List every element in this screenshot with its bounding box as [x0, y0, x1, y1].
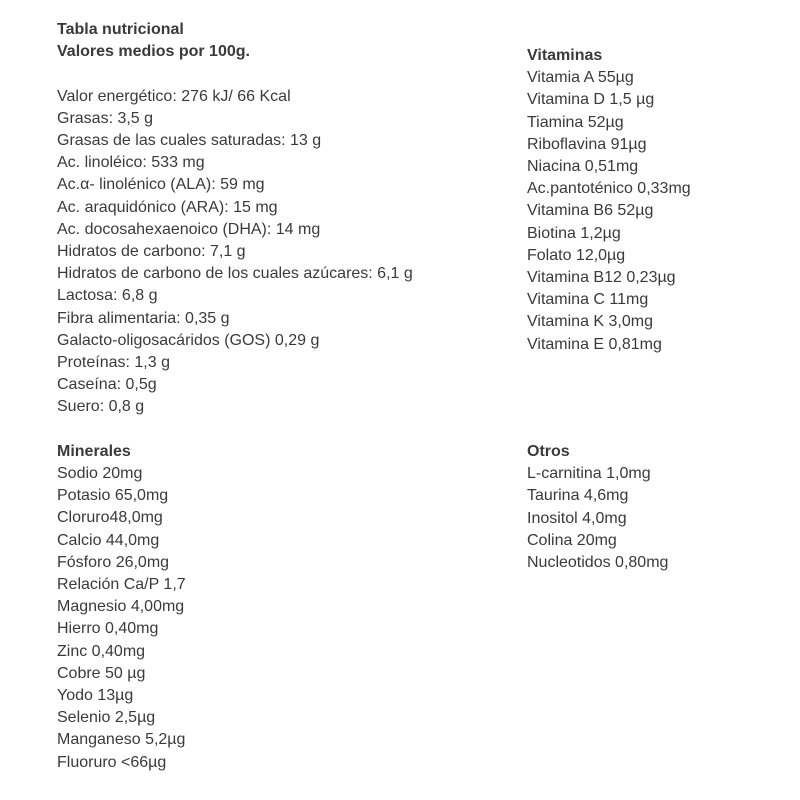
- vitaminas-section: [527, 45, 691, 356]
- minerales-list: [57, 463, 413, 774]
- vitamin-row: Vitamina B6 52µg: [527, 202, 654, 220]
- nutrition-row: Grasas: 3,5 g: [57, 109, 154, 127]
- vitamin-row: Riboflavina 91µg: [527, 135, 647, 153]
- mineral-row: Calcio 44,0mg: [57, 531, 160, 549]
- nutrition-row: Ac. araquidónico (ARA): 15 mg: [57, 198, 278, 216]
- page-title: Tabla nutricional: [57, 21, 184, 38]
- nutrition-row: Hidratos de carbono: 7,1 g: [57, 243, 246, 261]
- otros-heading: Otros: [527, 443, 570, 460]
- mineral-row: Potasio 65,0mg: [57, 487, 169, 505]
- mineral-row: Selenio 2,5µg: [57, 709, 156, 727]
- otros-row: Taurina 4,6mg: [527, 487, 629, 505]
- nutrition-row: Galacto-oligosacáridos (GOS) 0,29 g: [57, 331, 320, 349]
- mineral-row: Fluoruro <66µg: [57, 753, 167, 771]
- mineral-row: Cloruro48,0mg: [57, 509, 163, 527]
- left-column: [57, 19, 413, 774]
- vitaminas-list: [527, 67, 691, 356]
- nutrition-row: Proteínas: 1,3 g: [57, 354, 170, 372]
- vitamin-row: Folato 12,0µg: [527, 246, 626, 264]
- mineral-row: Sodio 20mg: [57, 465, 143, 483]
- nutrition-row: Lactosa: 6,8 g: [57, 287, 158, 305]
- mineral-row: Yodo 13µg: [57, 687, 134, 705]
- vitamin-row: Vitamina D 1,5 µg: [527, 91, 655, 109]
- vitamin-row: Vitamina E 0,81mg: [527, 335, 662, 353]
- nutrition-row: Valor energético: 276 kJ/ 66 Kcal: [57, 87, 291, 105]
- vitaminas-heading: Vitaminas: [527, 47, 603, 64]
- mineral-row: Relación Ca/P 1,7: [57, 576, 186, 594]
- nutrition-row: Hidratos de carbono de los cuales azúcares: 6,1 g: [57, 265, 413, 283]
- spacer: [57, 63, 413, 85]
- otros-section: [527, 441, 668, 574]
- spacer: [57, 419, 413, 441]
- vitamin-row: Ac.pantoténico 0,33mg: [527, 180, 691, 198]
- nutrition-row: Fibra alimentaria: 0,35 g: [57, 309, 230, 327]
- minerales-heading: Minerales: [57, 442, 131, 460]
- mineral-row: Hierro 0,40mg: [57, 620, 159, 638]
- otros-row: Nucleotidos 0,80mg: [527, 554, 669, 572]
- vitamin-row: Biotina 1,2µg: [527, 224, 621, 242]
- vitamin-row: Vitamina B12 0,23µg: [527, 269, 676, 287]
- nutrition-row: Suero: 0,8 g: [57, 398, 145, 416]
- nutrition-list: [57, 86, 413, 419]
- otros-row: Inositol 4,0mg: [527, 509, 627, 527]
- mineral-row: Manganeso 5,2µg: [57, 731, 186, 749]
- mineral-row: Zinc 0,40mg: [57, 642, 146, 660]
- vitamin-row: Tiamina 52µg: [527, 113, 624, 131]
- vitamin-row: Vitamina K 3,0mg: [527, 313, 653, 331]
- vitamin-row: Vitamia A 55µg: [527, 69, 634, 87]
- mineral-row: Cobre 50 µg: [57, 664, 146, 682]
- nutrition-row: Caseína: 0,5g: [57, 376, 157, 394]
- otros-row: L-carnitina 1,0mg: [527, 465, 651, 483]
- vitamin-row: Niacina 0,51mg: [527, 158, 639, 176]
- otros-list: [527, 463, 668, 574]
- vitamin-row: Vitamina C 11mg: [527, 291, 649, 309]
- nutrition-row: Ac. docosahexaenoico (DHA): 14 mg: [57, 220, 321, 238]
- nutrition-row: Ac.α- linolénico (ALA): 59 mg: [57, 176, 265, 194]
- mineral-row: Fósforo 26,0mg: [57, 553, 170, 571]
- otros-row: Colina 20mg: [527, 531, 617, 549]
- nutrition-row: Grasas de las cuales saturadas: 13 g: [57, 132, 322, 149]
- mineral-row: Magnesio 4,00mg: [57, 598, 185, 616]
- nutrition-row: Ac. linoléico: 533 mg: [57, 154, 205, 172]
- page-subtitle: Valores medios por 100g.: [57, 43, 250, 61]
